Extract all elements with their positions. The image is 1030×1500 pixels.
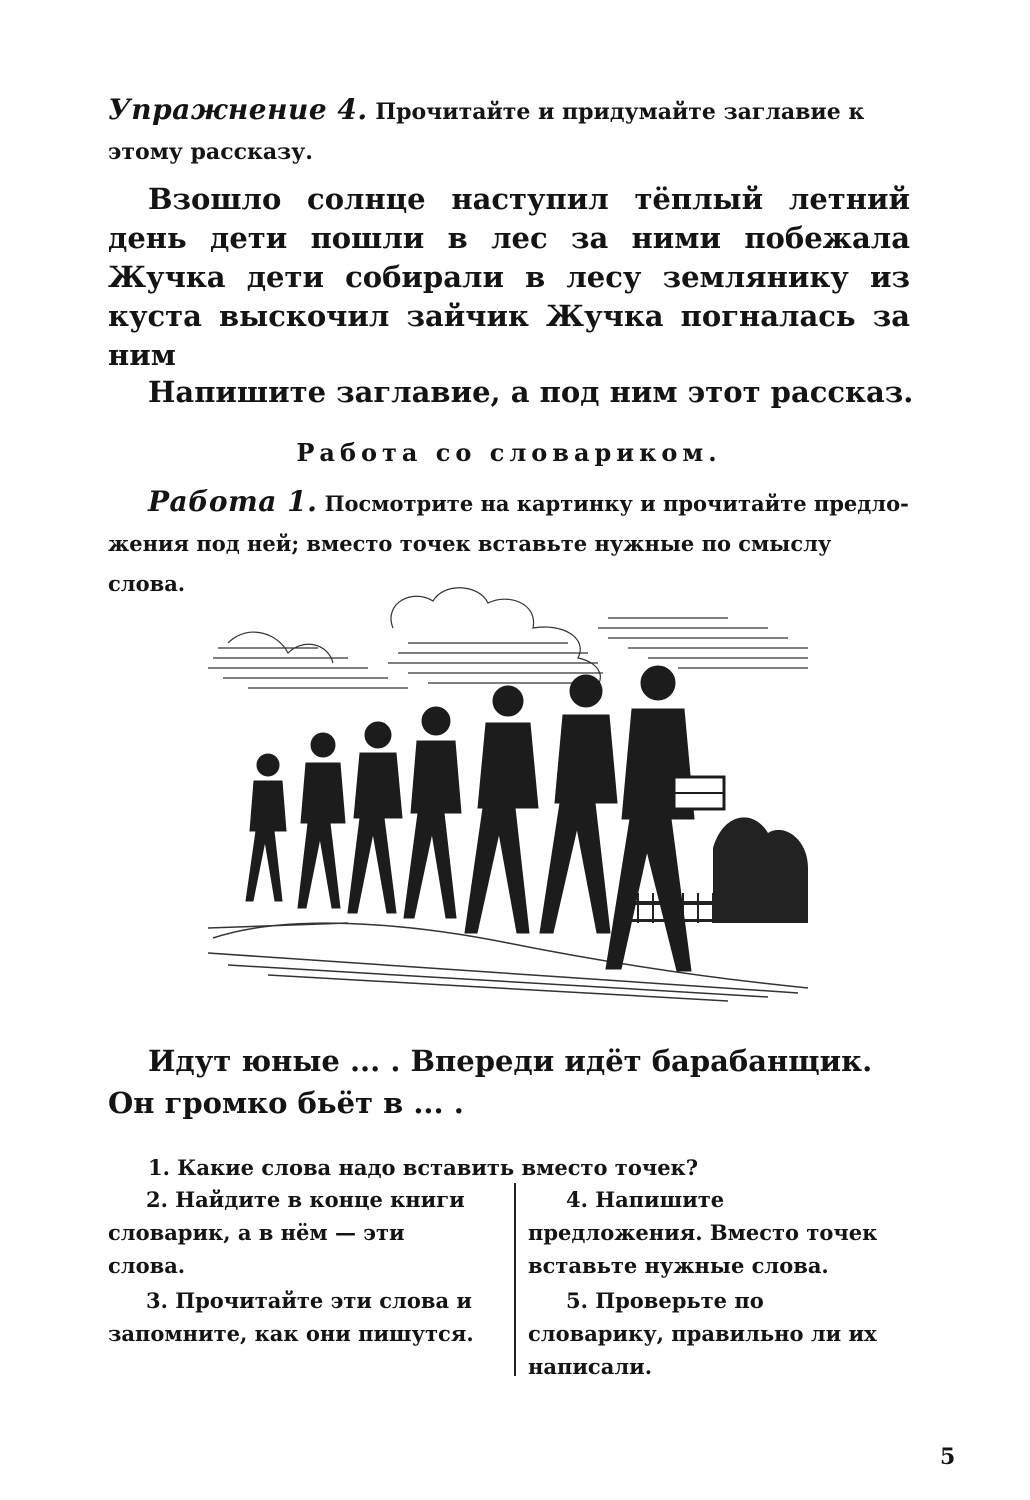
question-3: 3. Прочитайте эти слова и запомните, как они пишутся. (108, 1288, 474, 1346)
write-instruction: Напишите заглавие, а под ним этот рассказ. (148, 375, 914, 409)
exercise-4-instruction-line1: Прочитайте и придумайте заглавие к (375, 99, 865, 125)
column-divider (514, 1183, 516, 1376)
section-title: Работа со словариком. (296, 438, 722, 467)
job-1-label: Работа 1. (148, 485, 318, 518)
pioneers-march-illustration (208, 583, 812, 1003)
question-2: 2. Найдите в конце книги словарик, а в нём — эти слова. (108, 1187, 465, 1278)
cloud-hatching (208, 588, 808, 693)
page-number: 5 (940, 1444, 956, 1470)
story-text: Взошло солнце наступил тёплый летний день дети пошли в лес за ними побежала Жучка дети собирали в лесу землянику из куста выскочил зайчик Жучка погналась за ним (108, 182, 910, 372)
exercise-4-label: Упражнение 4. (108, 93, 368, 126)
question-5: 5. Проверьте по словарику, правильно ли их написали. (528, 1288, 877, 1379)
exercise-4-heading (108, 90, 910, 172)
marching-children (246, 666, 724, 971)
ground-path (208, 923, 808, 1001)
picture-caption: Идут юные ... . Впереди идёт барабанщик. Он громко бьёт в ... . (108, 1044, 873, 1120)
exercise-4-instruction-line2: этому рассказу. (108, 139, 313, 165)
job-1-instruction-line2: жения под ней; вместо точек вставьте нужные по смыслу слова. (108, 531, 832, 596)
question-4: 4. Напишите предложения. Вместо точек вставьте нужные слова. (528, 1187, 878, 1278)
questions-right-column (528, 1183, 902, 1385)
job-1-instruction-line1: Посмотрите на картинку и прочитайте предло- (324, 491, 909, 516)
questions-left-column (108, 1183, 482, 1352)
question-1: 1. Какие слова надо вставить вместо точек? (148, 1155, 699, 1180)
